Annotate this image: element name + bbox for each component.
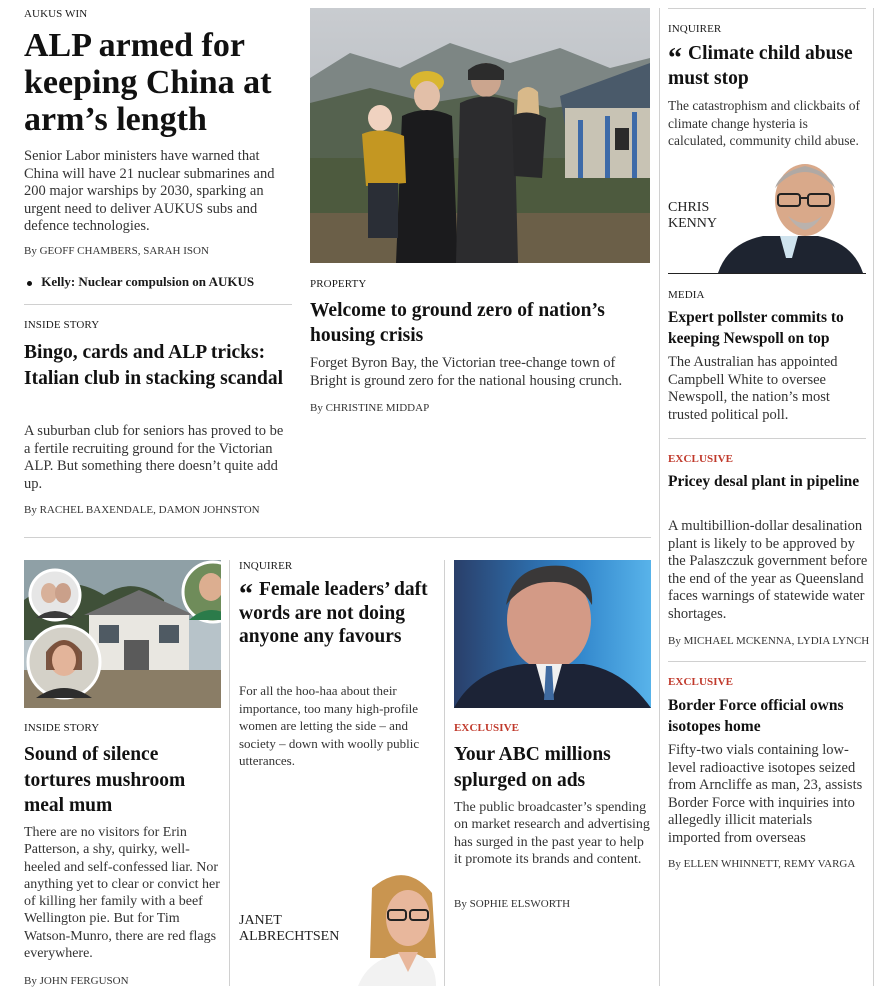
housing-photo[interactable] (310, 8, 650, 263)
newspoll-headline[interactable]: Expert pollster commits to keeping Newspoll on top (668, 309, 844, 347)
desal-kicker: EXCLUSIVE (668, 453, 734, 465)
abc-dek: The public broadcaster’s spending on market research and advertising has surged in the past year to help it promote its brands and content. (454, 800, 650, 867)
albrechtsen-headline-text: Female leaders’ daft words are not doing anyone any favours (239, 579, 428, 647)
kenny-author-name[interactable] (668, 200, 717, 232)
columnist-portrait-image (350, 868, 436, 986)
isotopes-byline-authors[interactable]: ELLEN WHINNETT, REMY VARGA (683, 858, 856, 870)
mushroom-kicker: INSIDE STORY (24, 722, 100, 734)
kenny-headline[interactable] (668, 41, 868, 91)
albrechtsen-headshot (350, 868, 436, 986)
desal-byline (668, 635, 869, 647)
italian-dek: A suburban club for seniors has proved to be a fertile recruiting ground for the Victorian ALP. But something there doesn’t quite add up. (24, 423, 284, 492)
abc-headline[interactable]: Your ABC millions splurged on ads (454, 744, 611, 791)
bullet-icon (27, 281, 32, 286)
kenny-author-last: KENNY (668, 216, 717, 231)
desal-byline-prefix: By (668, 635, 681, 647)
desal-byline-authors[interactable]: MICHAEL MCKENNA, LYDIA LYNCH (683, 635, 870, 647)
lead-dek: Senior Labor ministers have warned that China will have 21 nuclear submarines and 200 major warships by 2030, sparking an urgent need to deliver AUKUS subs and defence technologies. (24, 148, 275, 234)
quote-icon: “ (239, 579, 253, 610)
abc-byline (454, 898, 570, 910)
housing-headline[interactable]: Welcome to ground zero of nation’s housing crisis (310, 300, 605, 346)
abc-photo[interactable] (454, 560, 651, 708)
lead-byline (24, 245, 209, 257)
mushroom-dek: There are no visitors for Erin Patterson, a shy, quirky, well-heeled and self-confessed liar. Nor anything yet to clear or convict her of killing her family with a beef Wellington pie. But for Tim Watson-Munro, there are red flags everywhere. (24, 825, 220, 962)
isotopes-dek: Fifty-two vials containing low-level radioactive isotopes seized from Arncliffe as man, 23, assists Border Force with inquiries into allegedly illicit materials imported from overseas (668, 742, 863, 846)
family-house-image (310, 8, 650, 263)
newspoll-kicker: MEDIA (668, 289, 705, 301)
lead-byline-prefix: By (24, 245, 37, 257)
albrechtsen-kicker: INQUIRER (239, 560, 293, 572)
kenny-headshot (718, 158, 863, 273)
desal-dek: A multibillion-dollar desalination plant is likely to be approved by the Palaszczuk government before the end of the year as Queensland faces warnings of statewide water shortages. (668, 518, 868, 622)
desal-headline[interactable]: Pricey desal plant in pipeline (668, 473, 860, 490)
isotopes-kicker: EXCLUSIVE (668, 676, 734, 688)
albrechtsen-dek: For all the hoo-haa about their importance, too many high-profile women are letting the side – and society – down with woolly public utterances. (239, 683, 420, 768)
column-divider (229, 560, 230, 986)
lead-headline[interactable]: ALP armed for keeping China at arm’s length (24, 27, 272, 138)
housing-dek: Forget Byron Bay, the Victorian tree-change town of Bright is ground zero for the national housing crunch. (310, 355, 623, 389)
albrechtsen-author-name[interactable] (239, 913, 339, 945)
italian-byline-prefix: By (24, 504, 37, 516)
columnist-portrait-image (718, 158, 863, 273)
lead-related-link[interactable] (27, 274, 254, 290)
isotopes-byline (668, 858, 855, 870)
lead-kicker: AUKUS WIN (24, 8, 88, 20)
divider (668, 438, 866, 439)
man-at-podium-image (454, 560, 651, 708)
column-divider-right (873, 8, 874, 986)
kenny-author-first: CHRIS (668, 200, 710, 215)
column-divider (659, 8, 660, 986)
mushroom-photo[interactable] (24, 560, 221, 708)
isotopes-headline[interactable]: Border Force official owns isotopes home (668, 697, 844, 735)
housing-byline-prefix: By (310, 402, 323, 414)
housing-byline-authors[interactable]: CHRISTINE MIDDAP (325, 402, 430, 414)
mushroom-headline[interactable]: Sound of silence tortures mushroom meal mum (24, 744, 186, 816)
divider (668, 8, 866, 9)
kenny-headline-text: Climate child abuse must stop (668, 43, 853, 89)
italian-headline[interactable]: Bingo, cards and ALP tricks: Italian club in stacking scandal (24, 342, 283, 389)
housing-byline (310, 402, 429, 414)
isotopes-byline-prefix: By (668, 858, 681, 870)
column-divider (444, 560, 445, 986)
italian-byline (24, 504, 260, 516)
divider (668, 661, 866, 662)
kenny-dek: The catastrophism and clickbaits of climate change hysteria is calculated, community child abuse. (668, 98, 860, 148)
mushroom-byline (24, 975, 129, 987)
lead-byline-authors[interactable]: GEOFF CHAMBERS, SARAH ISON (39, 245, 209, 257)
abc-byline-authors[interactable]: SOPHIE ELSWORTH (469, 898, 571, 910)
italian-kicker: INSIDE STORY (24, 319, 100, 331)
divider (24, 537, 651, 538)
italian-byline-authors[interactable]: RACHEL BAXENDALE, DAMON JOHNSTON (39, 504, 260, 516)
albrechtsen-author-first: JANET (239, 913, 282, 928)
quote-icon: “ (668, 43, 682, 74)
abc-byline-prefix: By (454, 898, 467, 910)
house-with-portraits-image (24, 560, 221, 708)
kenny-kicker: INQUIRER (668, 23, 722, 35)
abc-kicker: EXCLUSIVE (454, 722, 520, 734)
mushroom-byline-authors[interactable]: JOHN FERGUSON (39, 975, 129, 987)
housing-kicker: PROPERTY (310, 278, 367, 290)
lead-related-label: Kelly: Nuclear compulsion on AUKUS (41, 274, 255, 289)
divider (668, 273, 866, 274)
albrechtsen-author-last: ALBRECHTSEN (239, 929, 340, 944)
newspoll-dek: The Australian has appointed Campbell White to oversee Newspoll, the nation’s most trusted political poll. (668, 354, 838, 423)
divider (24, 304, 292, 305)
mushroom-byline-prefix: By (24, 975, 37, 987)
albrechtsen-headline[interactable] (239, 578, 439, 649)
